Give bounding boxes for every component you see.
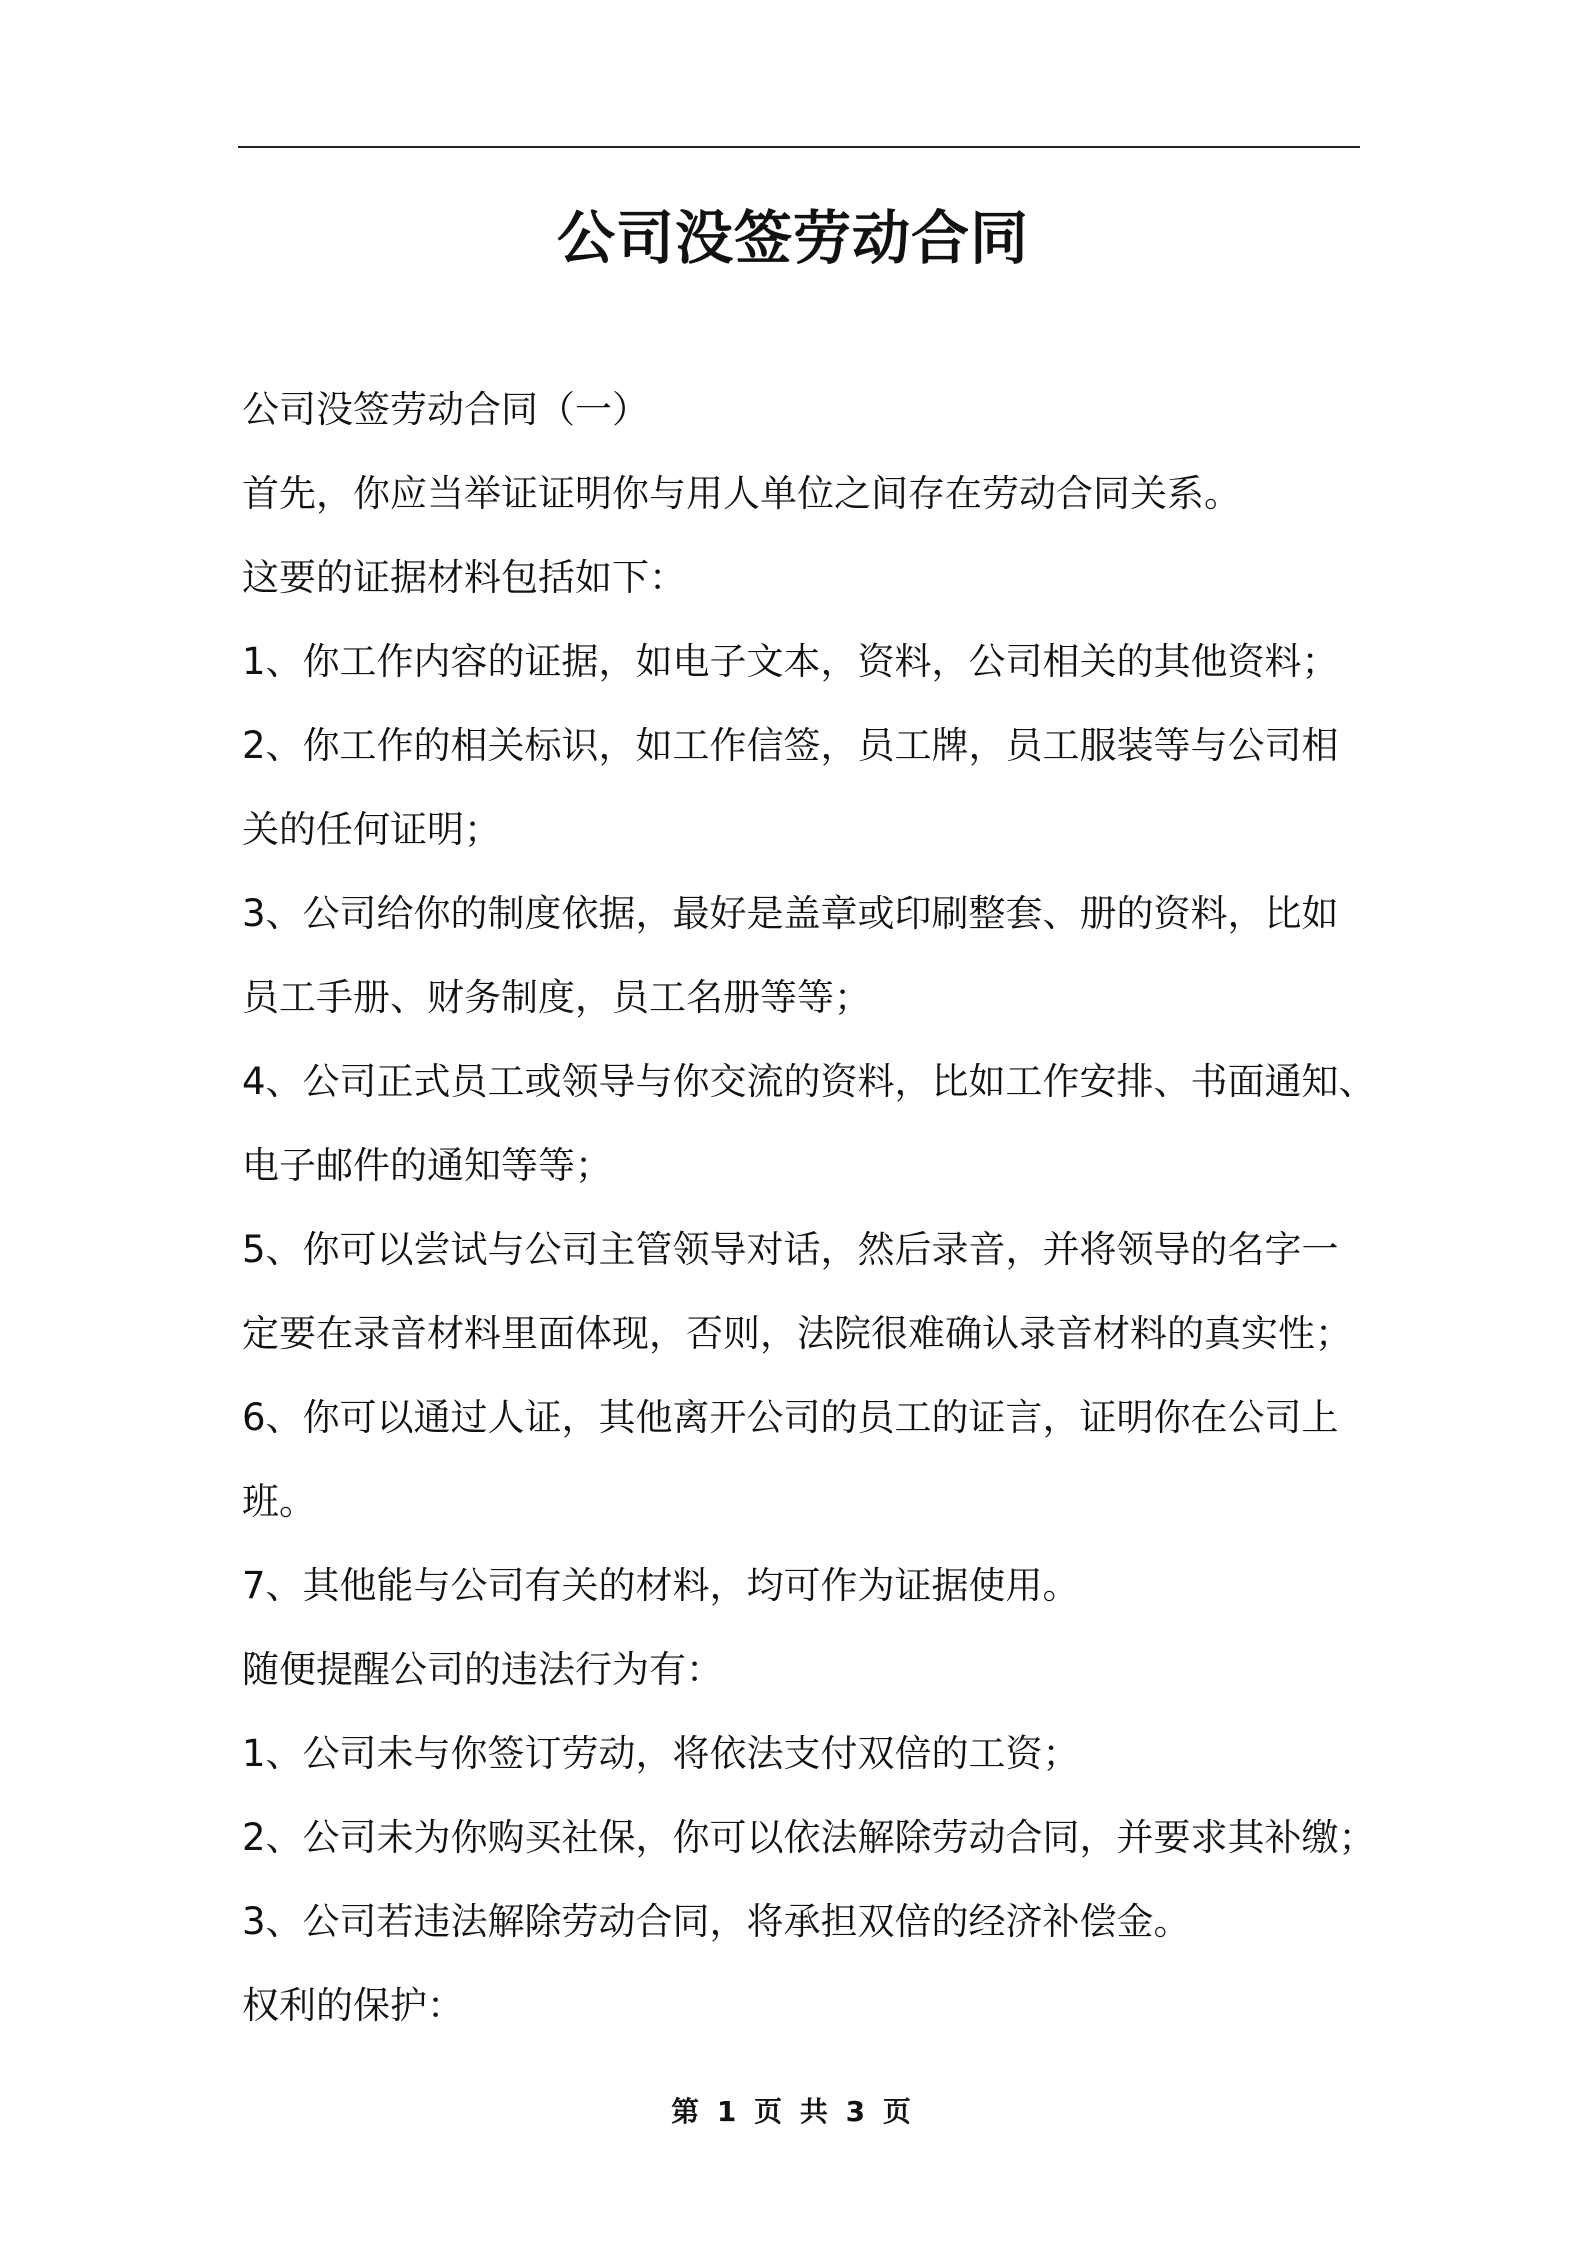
body-line: 公司没签劳动合同（一） — [242, 388, 649, 431]
document-title: 公司没签劳动合同 — [556, 204, 1029, 272]
body-line: 7、其他能与公司有关的材料，均可作为证据使用。 — [242, 1564, 1080, 1607]
body-line: 2、公司未为你购买社保，你可以依法解除劳动合同，并要求其补缴； — [242, 1816, 1376, 1859]
body-line: 随便提醒公司的违法行为有： — [242, 1648, 723, 1691]
body-line: 6、你可以通过人证，其他离开公司的员工的证言，证明你在公司上 — [242, 1396, 1339, 1439]
body-line: 4、公司正式员工或领导与你交流的资料，比如工作安排、书面通知、 — [242, 1060, 1376, 1103]
body-line: 2、你工作的相关标识，如工作信签，员工牌，员工服装等与公司相 — [242, 724, 1339, 767]
header-rule — [238, 146, 1360, 148]
body-line: 权利的保护： — [242, 1984, 464, 2027]
body-line: 这要的证据材料包括如下： — [242, 556, 686, 599]
body-line: 3、公司给你的制度依据，最好是盖章或印刷整套、册的资料，比如 — [242, 892, 1339, 935]
body-line: 班。 — [242, 1480, 316, 1523]
document-body — [242, 368, 1392, 2048]
body-line: 1、公司未与你签订劳动，将依法支付双倍的工资； — [242, 1732, 1080, 1775]
body-line: 5、你可以尝试与公司主管领导对话，然后录音，并将领导的名字一 — [242, 1228, 1339, 1271]
body-line: 关的任何证明； — [242, 808, 501, 851]
page-footer: 第 1 页 共 3 页 — [671, 2095, 915, 2128]
body-line: 首先，你应当举证证明你与用人单位之间存在劳动合同关系。 — [242, 472, 1241, 515]
body-line: 3、公司若违法解除劳动合同，将承担双倍的经济补偿金。 — [242, 1900, 1191, 1943]
body-line: 电子邮件的通知等等； — [242, 1144, 612, 1187]
body-line: 1、你工作内容的证据，如电子文本，资料，公司相关的其他资料； — [242, 640, 1339, 683]
body-line: 员工手册、财务制度，员工名册等等； — [242, 976, 871, 1019]
body-line: 定要在录音材料里面体现，否则，法院很难确认录音材料的真实性； — [242, 1312, 1352, 1355]
